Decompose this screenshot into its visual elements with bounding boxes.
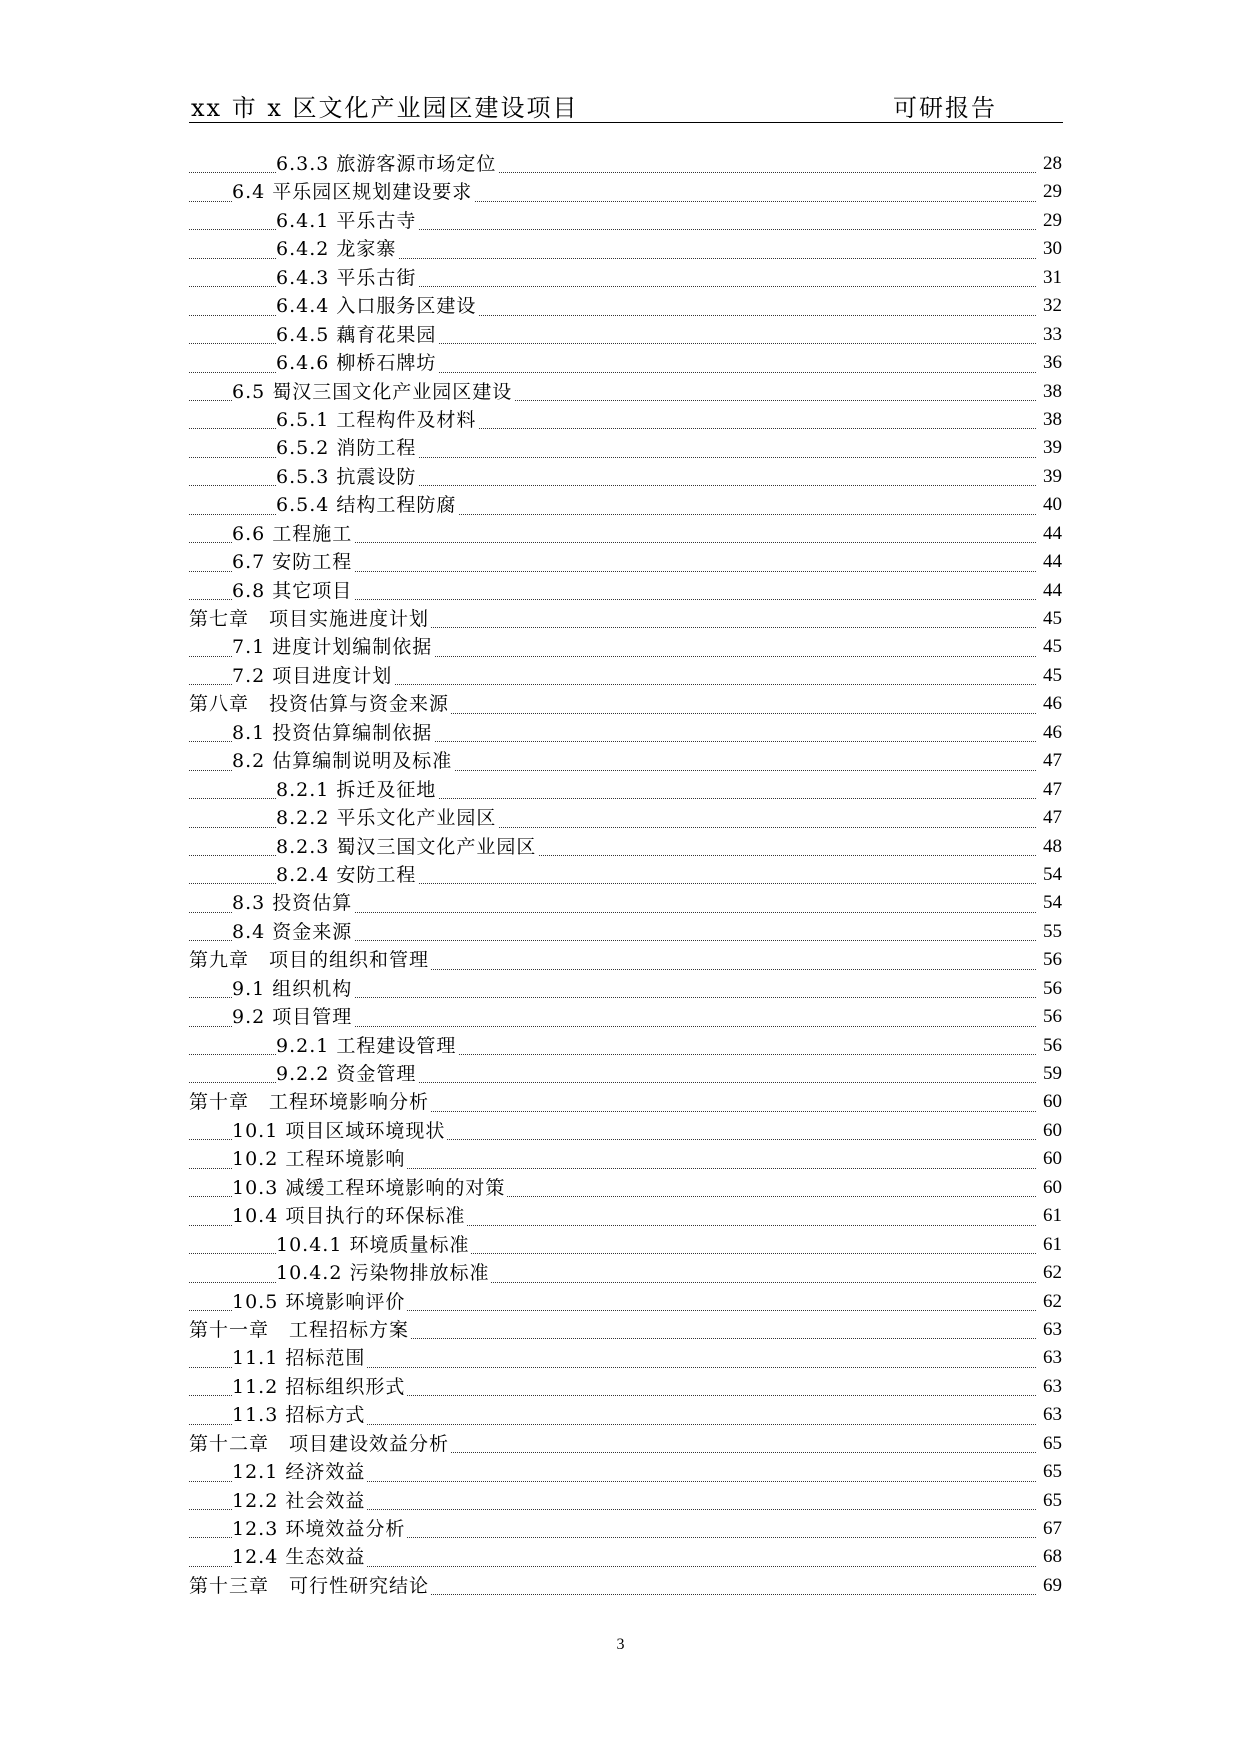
toc-entry-title: 第八章 投资估算与资金来源 xyxy=(189,690,451,718)
toc-entry-title: 6.5.3 抗震设防 xyxy=(276,463,418,491)
toc-entry-page: 56 xyxy=(1041,1032,1062,1060)
toc-entry[interactable] xyxy=(189,1088,1062,1116)
toc-entry-page: 63 xyxy=(1041,1373,1062,1401)
toc-entry-page: 54 xyxy=(1041,861,1062,889)
toc-entry-page: 29 xyxy=(1041,207,1062,235)
toc-entry-page: 61 xyxy=(1041,1202,1062,1230)
running-header xyxy=(189,86,1063,123)
toc-entry[interactable] xyxy=(189,1174,1062,1202)
toc-entry-title: 10.2 工程环境影响 xyxy=(232,1145,407,1173)
toc-entry[interactable] xyxy=(189,662,1062,690)
toc-entry[interactable] xyxy=(189,1117,1062,1145)
toc-entry[interactable] xyxy=(189,577,1062,605)
toc-entry-page: 67 xyxy=(1041,1515,1062,1543)
toc-entry-title: 10.4.2 污染物排放标准 xyxy=(276,1259,491,1287)
toc-entry-page: 44 xyxy=(1041,520,1062,548)
toc-entry-page: 39 xyxy=(1041,463,1062,491)
toc-entry-title: 6.7 安防工程 xyxy=(232,548,354,576)
toc-entry[interactable] xyxy=(189,349,1062,377)
toc-entry[interactable] xyxy=(189,1288,1062,1316)
toc-entry-page: 29 xyxy=(1041,178,1062,206)
toc-entry-title: 10.4 项目执行的环保标准 xyxy=(232,1202,467,1230)
toc-entry-title: 9.1 组织机构 xyxy=(232,975,354,1003)
toc-entry[interactable] xyxy=(189,1316,1062,1344)
toc-entry-title: 6.4.6 柳桥石牌坊 xyxy=(276,349,438,377)
toc-entry-title: 7.1 进度计划编制依据 xyxy=(232,633,434,661)
table-of-contents xyxy=(189,150,1062,1600)
toc-entry-title: 6.8 其它项目 xyxy=(232,577,354,605)
toc-entry-title: 11.2 招标组织形式 xyxy=(232,1373,407,1401)
page-number: 3 xyxy=(616,1636,625,1653)
toc-entry-page: 45 xyxy=(1041,605,1062,633)
toc-entry-page: 55 xyxy=(1041,918,1062,946)
toc-entry-title: 6.5 蜀汉三国文化产业园区建设 xyxy=(232,378,514,406)
toc-entry[interactable] xyxy=(189,889,1062,917)
toc-entry-page: 68 xyxy=(1041,1543,1062,1571)
toc-entry-title: 10.5 环境影响评价 xyxy=(232,1288,407,1316)
toc-entry[interactable] xyxy=(189,491,1062,519)
toc-entry-title: 6.4.1 平乐古寺 xyxy=(276,207,418,235)
toc-entry-title: 8.2.4 安防工程 xyxy=(276,861,418,889)
toc-entry-title: 6.3.3 旅游客源市场定位 xyxy=(276,150,498,178)
toc-entry[interactable] xyxy=(189,804,1062,832)
toc-entry[interactable] xyxy=(189,150,1062,178)
toc-entry-title: 6.4.4 入口服务区建设 xyxy=(276,292,478,320)
toc-entry-title: 第九章 项目的组织和管理 xyxy=(189,946,431,974)
toc-entry[interactable] xyxy=(189,207,1062,235)
toc-entry-title: 6.4 平乐园区规划建设要求 xyxy=(232,178,474,206)
toc-entry-page: 65 xyxy=(1041,1430,1062,1458)
toc-entry-title: 9.2.1 工程建设管理 xyxy=(276,1032,458,1060)
toc-entry[interactable] xyxy=(189,861,1062,889)
toc-entry-title: 6.6 工程施工 xyxy=(232,520,354,548)
toc-entry[interactable] xyxy=(189,463,1062,491)
toc-entry[interactable] xyxy=(189,918,1062,946)
toc-entry-page: 65 xyxy=(1041,1487,1062,1515)
toc-entry-page: 60 xyxy=(1041,1117,1062,1145)
toc-entry-title: 9.2.2 资金管理 xyxy=(276,1060,418,1088)
toc-entry[interactable] xyxy=(189,1231,1062,1259)
toc-entry[interactable] xyxy=(189,1259,1062,1287)
toc-entry[interactable] xyxy=(189,1572,1062,1600)
toc-entry[interactable] xyxy=(189,1515,1062,1543)
toc-entry-page: 28 xyxy=(1041,150,1062,178)
toc-entry-page: 47 xyxy=(1041,747,1062,775)
toc-entry[interactable] xyxy=(189,434,1062,462)
toc-entry-page: 46 xyxy=(1041,690,1062,718)
toc-entry-page: 40 xyxy=(1041,491,1062,519)
toc-entry[interactable] xyxy=(189,1487,1062,1515)
toc-entry[interactable] xyxy=(189,1373,1062,1401)
toc-entry[interactable] xyxy=(189,1003,1062,1031)
toc-entry-title: 第十二章 项目建设效益分析 xyxy=(189,1430,451,1458)
toc-entry-title: 12.2 社会效益 xyxy=(232,1487,367,1515)
toc-entry-title: 10.3 减缓工程环境影响的对策 xyxy=(232,1174,507,1202)
toc-entry[interactable] xyxy=(189,633,1062,661)
toc-entry[interactable] xyxy=(189,1202,1062,1230)
toc-entry-title: 6.4.3 平乐古街 xyxy=(276,264,418,292)
toc-entry-title: 6.4.5 藕育花果园 xyxy=(276,321,438,349)
toc-entry-page: 56 xyxy=(1041,975,1062,1003)
toc-entry-page: 44 xyxy=(1041,577,1062,605)
toc-entry[interactable] xyxy=(189,1543,1062,1571)
toc-entry-page: 36 xyxy=(1041,349,1062,377)
toc-entry-page: 63 xyxy=(1041,1316,1062,1344)
toc-entry[interactable] xyxy=(189,975,1062,1003)
toc-entry[interactable] xyxy=(189,378,1062,406)
toc-entry-title: 8.1 投资估算编制依据 xyxy=(232,719,434,747)
toc-entry[interactable] xyxy=(189,1060,1062,1088)
toc-entry-page: 54 xyxy=(1041,889,1062,917)
toc-entry-page: 60 xyxy=(1041,1174,1062,1202)
toc-entry-page: 56 xyxy=(1041,1003,1062,1031)
toc-entry-page: 56 xyxy=(1041,946,1062,974)
toc-entry-page: 60 xyxy=(1041,1088,1062,1116)
toc-entry-page: 32 xyxy=(1041,292,1062,320)
toc-entry[interactable] xyxy=(189,1032,1062,1060)
toc-entry[interactable] xyxy=(189,833,1062,861)
toc-entry[interactable] xyxy=(189,1458,1062,1486)
toc-entry-title: 11.1 招标范围 xyxy=(232,1344,367,1372)
toc-entry-page: 33 xyxy=(1041,321,1062,349)
toc-entry[interactable] xyxy=(189,1401,1062,1429)
toc-entry-page: 63 xyxy=(1041,1344,1062,1372)
toc-entry[interactable] xyxy=(189,406,1062,434)
toc-entry[interactable] xyxy=(189,690,1062,718)
toc-entry[interactable] xyxy=(189,605,1062,633)
toc-entry-page: 38 xyxy=(1041,406,1062,434)
toc-entry-page: 45 xyxy=(1041,662,1062,690)
header-report-type: 可研报告 xyxy=(893,94,997,122)
toc-entry[interactable] xyxy=(189,178,1062,206)
toc-entry[interactable] xyxy=(189,719,1062,747)
toc-entry-page: 59 xyxy=(1041,1060,1062,1088)
toc-entry-title: 6.4.2 龙家寨 xyxy=(276,235,398,263)
toc-entry-title: 11.3 招标方式 xyxy=(232,1401,367,1429)
toc-entry[interactable] xyxy=(189,520,1062,548)
toc-entry-page: 61 xyxy=(1041,1231,1062,1259)
header-project-title: xx 市 x 区文化产业园区建设项目 xyxy=(191,94,579,122)
toc-entry-page: 69 xyxy=(1041,1572,1062,1600)
toc-entry[interactable] xyxy=(189,946,1062,974)
toc-entry-title: 8.2.3 蜀汉三国文化产业园区 xyxy=(276,833,538,861)
toc-entry-title: 10.1 项目区域环境现状 xyxy=(232,1117,447,1145)
toc-entry-title: 8.2.2 平乐文化产业园区 xyxy=(276,804,498,832)
toc-entry-page: 31 xyxy=(1041,264,1062,292)
toc-entry-page: 63 xyxy=(1041,1401,1062,1429)
toc-entry-title: 12.3 环境效益分析 xyxy=(232,1515,407,1543)
toc-entry-title: 6.5.2 消防工程 xyxy=(276,434,418,462)
toc-entry-page: 30 xyxy=(1041,235,1062,263)
toc-entry-page: 39 xyxy=(1041,434,1062,462)
toc-entry-page: 62 xyxy=(1041,1259,1062,1287)
toc-entry-title: 8.2.1 拆迁及征地 xyxy=(276,776,438,804)
toc-entry[interactable] xyxy=(189,1430,1062,1458)
toc-entry-title: 12.1 经济效益 xyxy=(232,1458,367,1486)
toc-entry-title: 第十三章 可行性研究结论 xyxy=(189,1572,431,1600)
toc-entry-title: 第十一章 工程招标方案 xyxy=(189,1316,411,1344)
toc-entry[interactable] xyxy=(189,1344,1062,1372)
toc-entry-page: 45 xyxy=(1041,633,1062,661)
toc-entry-title: 7.2 项目进度计划 xyxy=(232,662,394,690)
toc-entry-title: 6.5.1 工程构件及材料 xyxy=(276,406,478,434)
toc-entry[interactable] xyxy=(189,1145,1062,1173)
toc-entry[interactable] xyxy=(189,235,1062,263)
toc-entry-title: 8.3 投资估算 xyxy=(232,889,354,917)
toc-entry[interactable] xyxy=(189,321,1062,349)
toc-entry-page: 48 xyxy=(1041,833,1062,861)
toc-entry-page: 44 xyxy=(1041,548,1062,576)
toc-entry-page: 65 xyxy=(1041,1458,1062,1486)
toc-entry-title: 9.2 项目管理 xyxy=(232,1003,354,1031)
toc-entry-page: 47 xyxy=(1041,804,1062,832)
toc-entry[interactable] xyxy=(189,292,1062,320)
toc-entry-title: 8.4 资金来源 xyxy=(232,918,354,946)
toc-entry-title: 6.5.4 结构工程防腐 xyxy=(276,491,458,519)
toc-entry-page: 60 xyxy=(1041,1145,1062,1173)
toc-entry-title: 10.4.1 环境质量标准 xyxy=(276,1231,471,1259)
toc-entry[interactable] xyxy=(189,776,1062,804)
toc-entry-title: 12.4 生态效益 xyxy=(232,1543,367,1571)
toc-entry-page: 47 xyxy=(1041,776,1062,804)
toc-entry-title: 第十章 工程环境影响分析 xyxy=(189,1088,431,1116)
toc-entry-page: 46 xyxy=(1041,719,1062,747)
toc-entry-title: 8.2 估算编制说明及标准 xyxy=(232,747,454,775)
toc-entry[interactable] xyxy=(189,264,1062,292)
toc-entry[interactable] xyxy=(189,747,1062,775)
toc-entry-page: 62 xyxy=(1041,1288,1062,1316)
toc-entry[interactable] xyxy=(189,548,1062,576)
toc-entry-page: 38 xyxy=(1041,378,1062,406)
toc-entry-title: 第七章 项目实施进度计划 xyxy=(189,605,431,633)
